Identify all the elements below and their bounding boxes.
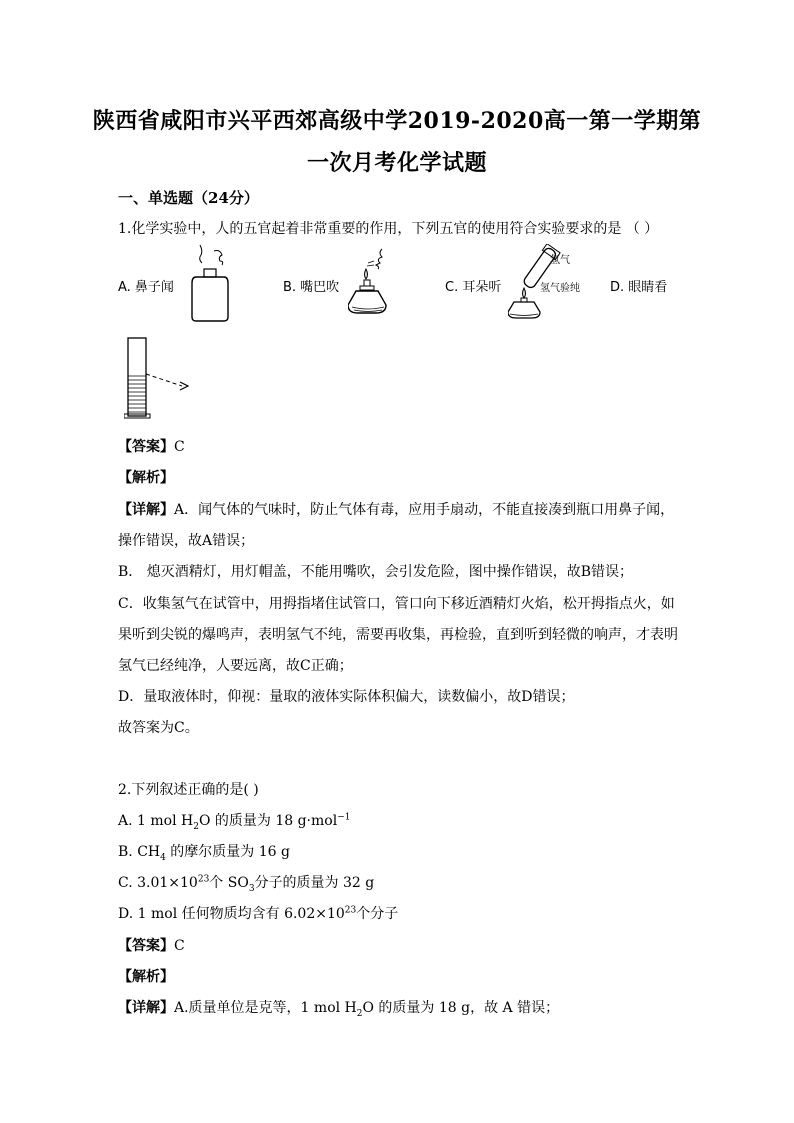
q1-detail-line-8: 故答案为C。 (118, 720, 199, 736)
q2-option-b: B. $CH_4$ 的摩尔质量为 16 g (118, 844, 290, 863)
figure-c-label-purity-test: 氢气验纯 (540, 283, 580, 294)
q1-detail-line-3: B． 熄灭酒精灯，用灯帽盖，不能用嘴吹，会引发危险，图中操作错误，故B错误； (118, 564, 634, 580)
q2-analysis-label: 【解析】 (118, 969, 174, 985)
q1-analysis-label: 【解析】 (118, 470, 174, 486)
figure-b-alcohol-lamp (348, 247, 396, 321)
q2-answer: 【答案】C (118, 938, 185, 954)
figure-d-graduated-cylinder (124, 336, 194, 420)
q1-option-c: C. 耳朵听 (445, 280, 502, 295)
title-line-2: 一次月考化学试题 (306, 150, 487, 176)
q1-answer: 【答案】C (118, 439, 185, 455)
q1-option-b: B. 嘴巴吹 (283, 280, 340, 295)
figure-c-label-hydrogen: 氢气 (550, 255, 570, 266)
q1-option-d: D. 眼睛看 (610, 280, 668, 295)
title-line-1: 陕西省咸阳市兴平西郊高级中学2019-2020高一第一学期第 (92, 108, 702, 134)
section-heading: 一、单选题（24分） (118, 189, 259, 207)
q1-detail-line-6: 氢气已经纯净，人要远离，故C正确； (118, 658, 353, 674)
q1-detail-line-7: D．量取液体时，仰视：量取的液体实际体积偏大，读数偏小，故D错误； (118, 689, 575, 705)
q1-detail-line-2: 操作错误，故A错误； (118, 533, 255, 549)
q2-detail-line-1: 【详解】A.质量单位是克等，1 mol $H_2O$ 的质量为 18 g，故 A 错误； (118, 1000, 560, 1019)
q2-option-c: C. $3.01\times 10^{23}$个 $SO_3$分子的质量为 32 g (118, 874, 375, 894)
q1-detail-line-4: C．收集氢气在试管中，用拇指堵住试管口，管口向下移近酒精灯火焰，松开拇指点火，如 (118, 596, 675, 612)
q1-stem: 1.化学实验中，人的五官起着非常重要的作用，下列五官的使用符合实验要求的是 （ ） (118, 221, 659, 237)
q2-stem: 2.下列叙述正确的是( ) (118, 782, 259, 798)
q2-option-a: A. 1 mol $H_2O$ 的质量为 18 g·mol$^{-1}$ (118, 812, 351, 832)
q1-option-a: A. 鼻子闻 (118, 280, 174, 295)
q2-option-d: D. 1 mol 任何物质均含有 $6.02\times 10^{23}$个分子 (118, 905, 399, 922)
q1-detail-line-5: 果听到尖锐的爆鸣声，表明氢气不纯，需要再收集，再检验，直到听到轻微的响声，才表明 (118, 627, 678, 643)
figure-a-smell-bottle (186, 243, 238, 323)
q1-detail-line-1: 【详解】A．闻气体的气味时，防止气体有毒，应用手扇动，不能直接凑到瓶口用鼻子闻， (118, 502, 675, 518)
